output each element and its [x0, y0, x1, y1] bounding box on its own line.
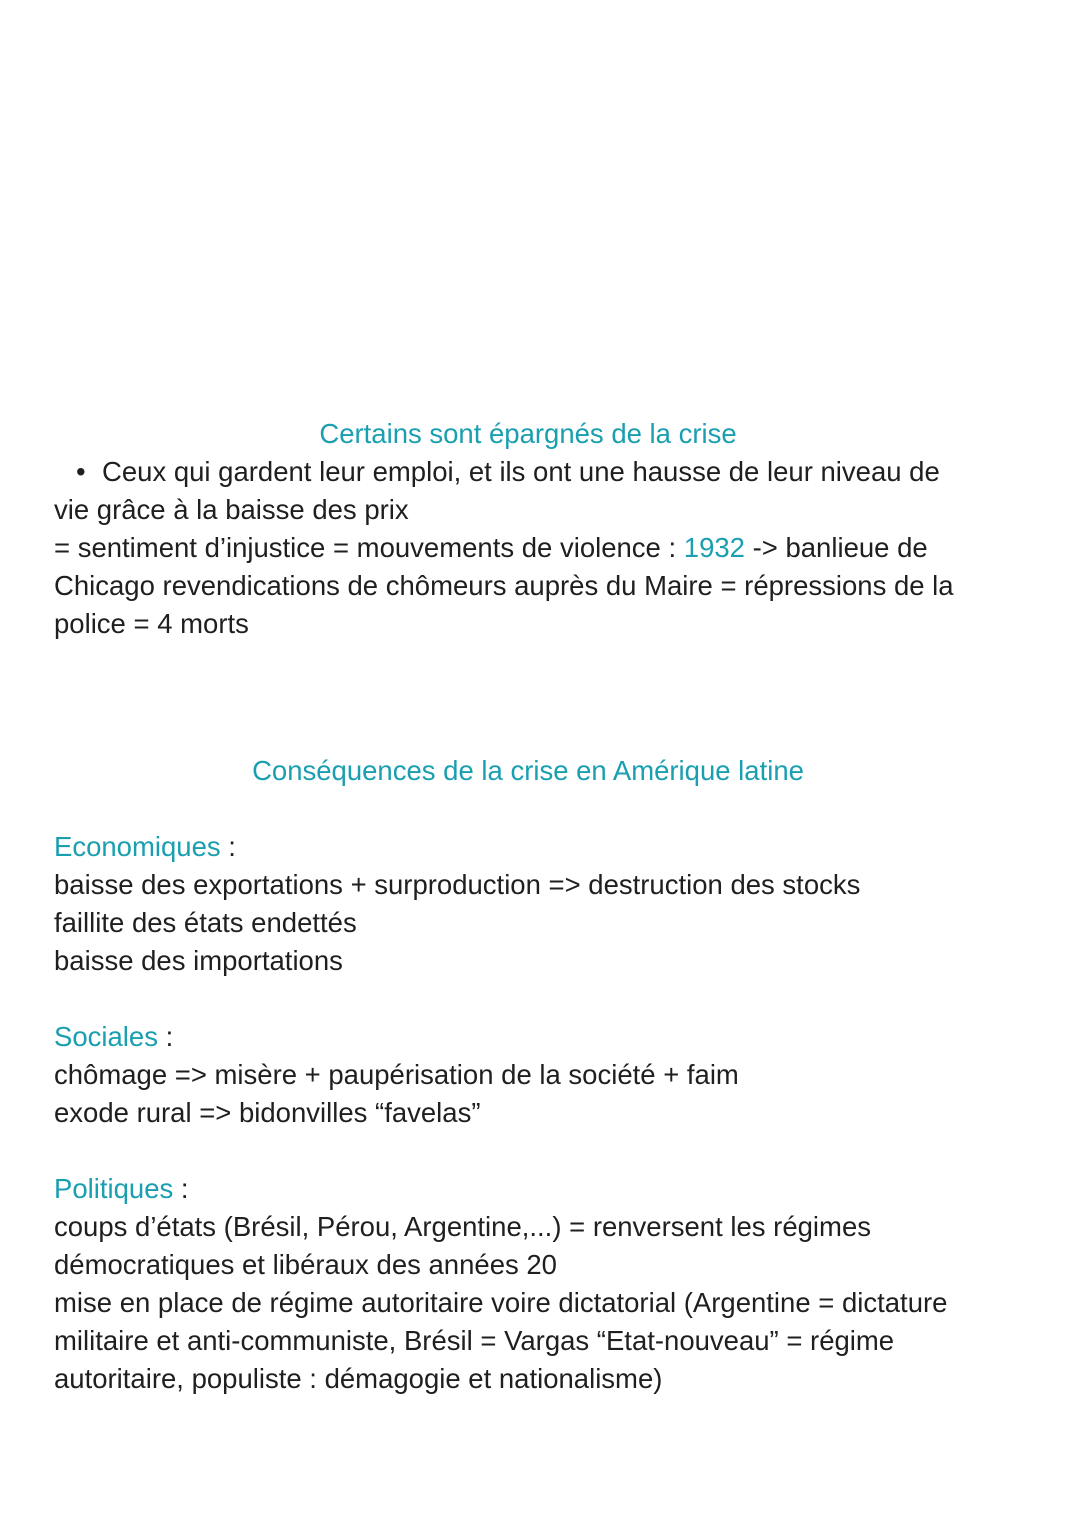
politiques-line: mise en place de régime autoritaire voire dictatorial (Argentine = dictature — [54, 1287, 948, 1318]
politiques-label: Politiques — [54, 1173, 174, 1204]
politiques-line: militaire et anti-communiste, Brésil = Vargas “Etat-nouveau” = régime — [54, 1325, 895, 1356]
bullet-text-line1: Ceux qui gardent leur emploi, et ils ont une hausse de leur niveau de — [102, 456, 940, 487]
violence-text-after: -> banlieue de — [744, 532, 928, 563]
economiques-line: faillite des états endettés — [54, 907, 357, 938]
section-spared-body — [54, 453, 1014, 643]
section-heading-spared: Certains sont épargnés de la crise — [319, 418, 737, 449]
sociales-block — [54, 1018, 1014, 1132]
economiques-block — [54, 828, 1014, 980]
politiques-line: coups d’états (Brésil, Pérou, Argentine,...) = renversent les régimes — [54, 1211, 871, 1242]
economiques-line: baisse des exportations + surproduction => destruction des stocks — [54, 869, 861, 900]
violence-line — [54, 529, 1014, 567]
year-1932: 1932 — [683, 532, 745, 563]
economiques-heading — [54, 828, 1014, 866]
sociales-line: exode rural => bidonvilles “favelas” — [54, 1097, 481, 1128]
section-heading-latin-america: Conséquences de la crise en Amérique latine — [252, 755, 804, 786]
economiques-label: Economiques — [54, 831, 221, 862]
economiques-colon: : — [220, 831, 236, 862]
politiques-line: autoritaire, populiste : démagogie et nationalisme) — [54, 1363, 663, 1394]
bullet-item — [54, 453, 1014, 491]
sociales-colon: : — [157, 1021, 174, 1052]
police-line: police = 4 morts — [54, 608, 249, 639]
politiques-colon: : — [173, 1173, 189, 1204]
politiques-line: démocratiques et libéraux des années 20 — [54, 1249, 557, 1280]
politiques-heading — [54, 1170, 1014, 1208]
sociales-line: chômage => misère + paupérisation de la société + faim — [54, 1059, 739, 1090]
economiques-line: baisse des importations — [54, 945, 343, 976]
bullet-text-line2: vie grâce à la baisse des prix — [54, 494, 409, 525]
sociales-heading — [54, 1018, 1014, 1056]
violence-text-before: = sentiment d’injustice = mouvements de violence : — [54, 532, 684, 563]
sociales-label: Sociales — [54, 1021, 158, 1052]
bullet-icon: • — [76, 456, 86, 487]
chicago-line: Chicago revendications de chômeurs auprès du Maire = répressions de la — [54, 570, 954, 601]
politiques-block — [54, 1170, 1014, 1398]
